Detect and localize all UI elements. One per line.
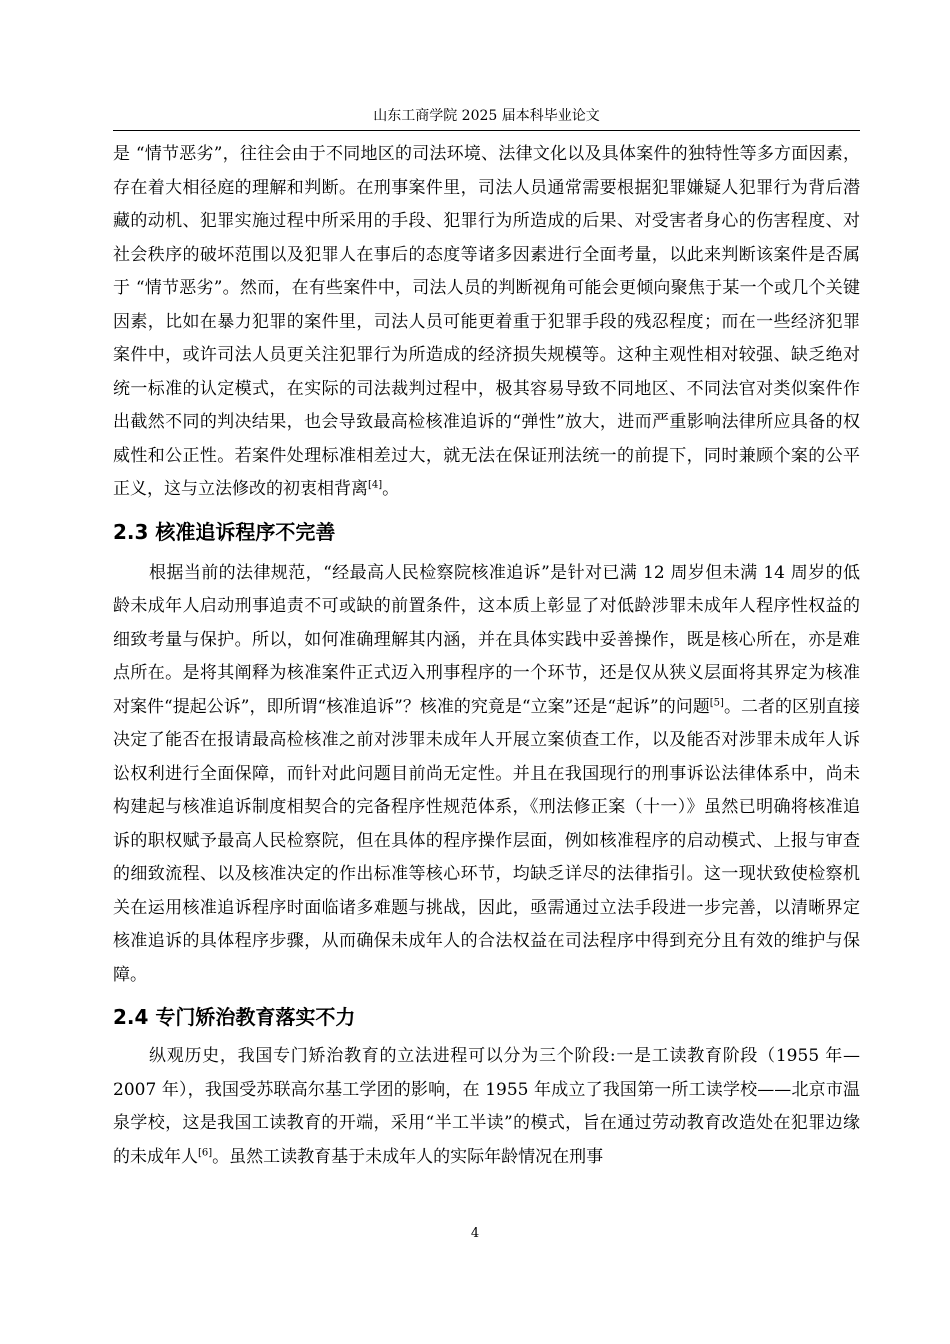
body-content [113, 138, 860, 1174]
paragraph-2-text-a: 根据当前的法律规范，“经最高人民检察院核准追诉”是针对已满 12 周岁但未满 14 周岁的低龄未成年人启动刑事追责不可或缺的前置条件，这本质上彰显了对低龄涉罪未成年人程序性权益的细致考量与保护。所以，如何准确理解其内涵，并在具体实践中妥善操作，既是核心所在，亦是难点所在。是将其阐释为核准案件正式迈入刑事程序的一个环节，还是仅从狭义层面将其界定为核准对案件“提起公诉”，即所谓“核准追诉”？核准的究竟是“立案”还是“起诉”的问题 [113, 562, 860, 717]
running-header: 山东工商学院 2025 届本科毕业论文 [373, 108, 600, 124]
paragraph-1 [113, 138, 860, 507]
paragraph-2-text-b: 。二者的区别直接决定了能否在报请最高检核准之前对涉罪未成年人开展立案侦查工作，以及能否对涉罪未成年人诉讼权利进行全面保障，而针对此问题目前尚无定性。并且在我国现行的刑事诉讼法律体系中，尚未构建起与核准追诉制度相契合的完备程序性规范体系，《刑法修正案（十一）》虽然已明确将核准追诉的职权赋予最高人民检察院，但在具体的程序操作层面，例如核准程序的启动模式、上报与审查的细致流程、以及核准决定的作出标准等核心环节，均缺乏详尽的法律指引。这一现状致使检察机关在运用核准追诉程序时面临诸多难题与挑战，因此，亟需通过立法手段进一步完善，以清晰界定核准追诉的具体程序步骤，从而确保未成年人的合法权益在司法程序中得到充分且有效的维护与保障。 [113, 696, 861, 985]
header-rule [113, 130, 860, 131]
citation-6: [6] [198, 1146, 213, 1158]
paragraph-1-end: 。 [382, 479, 400, 499]
paragraph-3-text-b: 。虽然工读教育基于未成年人的实际年龄情况在刑事 [212, 1146, 604, 1167]
paragraph-1-text: 是 “情节恶劣”，往往会由于不同地区的司法环境、法律文化以及具体案件的独特性等多方面因素，存在着大相径庭的理解和判断。在刑事案件里，司法人员通常需要根据犯罪嫌疑人犯罪行为背后潜藏的动机、犯罪实施过程中所采用的手段、犯罪行为所造成的后果、对受害者身心的伤害程度、对社会秩序的破坏范围以及犯罪人在事后的态度等诸多因素进行全面考量，以此来判断该案件是否属于 “情节恶劣”。然而，在有些案件中，司法人员的判断视角可能会更倾向聚焦于某一个或几个关键因素，比如在暴力犯罪的案件里，司法人员可能更着重于犯罪手段的残忍程度；而在一些经济犯罪案件中，或许司法人员更关注犯罪行为所造成的经济损失规模等。这种主观性相对较强、缺乏绝对统一标准的认定模式，在实际的司法裁判过程中，极其容易导致不同地区、不同法官对类似案件作出截然不同的判决结果，也会导致最高检核准追诉的“弹性”放大，进而严重影响法律所应具备的权威性和公正性。若案件处理标准相差过大，就无法在保证刑法统一的前提下，同时兼顾个案的公平正义，这与立法修改的初衷相背离 [113, 144, 860, 499]
citation-5: [5] [709, 696, 724, 708]
paragraph-2 [113, 557, 860, 993]
citation-4: [4] [368, 479, 383, 491]
page-number: 4 [470, 1226, 480, 1241]
paragraph-3-text-a: 纵观历史，我国专门矫治教育的立法进程可以分为三个阶段:一是工读教育阶段（1955 年—2007 年），我国受苏联高尔基工学团的影响，在 1955 年成立了我国第一所工读学校——北京市温泉学校，这是我国工读教育的开端，采用“半工半读”的模式，旨在通过劳动教育改造处在犯罪边缘的未成年人 [113, 1046, 860, 1167]
section-heading-2-4: 2.4 专门矫治教育落实不力 [113, 1005, 356, 1029]
section-heading-2-3: 2.3 核准追诉程序不完善 [113, 519, 336, 544]
paragraph-3 [113, 1040, 860, 1174]
